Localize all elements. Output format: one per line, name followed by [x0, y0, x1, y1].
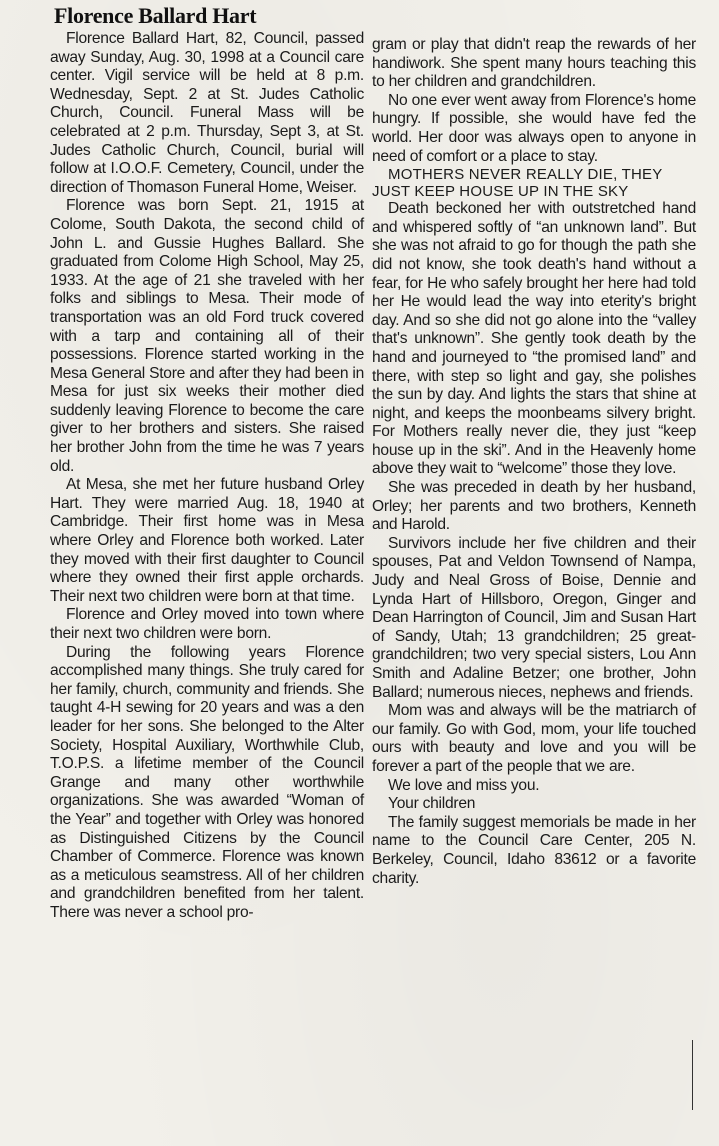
left-column — [50, 30, 364, 923]
edge-rule — [692, 1040, 693, 1110]
signature-line: Your children — [388, 795, 476, 813]
poem-subhead: MOTHERS NEVER REALLY DIE, THEY JUST KEEP HOUSE UP IN THE SKY — [372, 166, 663, 201]
paragraph-birth: Florence was born Sept. 21, 1915 at Colome, South Dakota, the second child of John L. and Gussie Hughes Ballard. She graduated from Colome High School, May 25, 1933. At the age of 21 she traveled with her folks and siblings to Mesa. Their mode of transportation was an old Ford truck covered with a tarp and containing all of their possessions. Florence started working in the Mesa General Store and after they had been in Mesa for just six weeks their mother died suddenly leaving Florence to become the care giver to her brothers and sisters. She raised her brother John from the time he was 7 years old. — [50, 197, 364, 475]
paragraph-marriage: At Mesa, she met her future husband Orley Hart. They were married Aug. 18, 1940 at Cambridge. Their first home was in Mesa where Orley and Florence both worked. Later they moved with their first daughter to Council where they owned their first apple orchards. Their next two children were born at that time. — [50, 476, 364, 605]
paragraph-memorials: The family suggest memorials be made in her name to the Council Care Center, 205 N. Berkeley, Council, Idaho 83612 or a favorite charity. — [372, 813, 696, 887]
right-column — [372, 36, 696, 888]
paragraph-preceded: She was preceded in death by her husband, Orley; her parents and two brothers, Kenneth and Harold. — [372, 479, 696, 534]
paragraph-accomplishments: During the following years Florence accomplished many things. She truly cared for her family, church, community and friends. She taught 4-H sewing for 20 years and was a den leader for her sons. She belonged to the Alter Society, Hospital Auxiliary, Worthwhile Club, T.O.P.S. a lifetime member of the Council Grange and many other worthwhile organizations. She was awarded “Woman of the Year” and together with Orley was honored as Distinguished Citizens by the Council Chamber of Commerce. Florence was known as a meticulous seamstress. All of her children and grandchildren benefited from her talent. There was never a school pro- — [50, 643, 364, 921]
paragraph-survivors: Survivors include her five children and their spouses, Pat and Veldon Townsend of Nampa, Judy and Neal Gross of Boise, Dennie and Lynda Hart of Hillsboro, Oregon, Ginger and Dean Harrington of Council, Jim and Susan Hart of Sandy, Utah; 13 grandchildren; 25 great-grandchildren; two very special sisters, Lou Ann Smith and Adaline Betzer; one brother, John Ballard; numerous nieces, nephews and friends. — [372, 534, 696, 701]
paragraph-poem: Death beckoned her with outstretched hand and whispered softly of “an unknown land”. But she was not afraid to go for though the path she did not know, she took death's hand without a fear, for He who safely brought her here had told her He would lead the way into eterity's bright day. And so she did not go alone into the “valley that's unknown”. She gently took death by the hand and journeyed to “the promised land” and there, with step so light and gay, she polishes the sun by day. And lights the stars that shine at night, and keeps the moonbeams silvery bright. For Mothers really never die, they just “keep house up in the ski”. And in the Heavenly home above they wait to “welcome” those they love. — [372, 200, 696, 478]
obituary-headline: Florence Ballard Hart — [54, 3, 257, 28]
paragraph-love: We love and miss you. — [388, 776, 540, 794]
paragraph-death-notice: Florence Ballard Hart, 82, Council, passed away Sunday, Aug. 30, 1998 at a Council care center. Vigil service will be held at 8 p.m. Wednesday, Sept. 2 at St. Judes Catholic Church, Council. Funeral Mass will be celebrated at 2 p.m. Thursday, Sept 3, at St. Judes Catholic Church, Council, burial will follow at I.O.O.F. Cemetery, Council, under the direction of Thomason Funeral Home, Weiser. — [50, 30, 364, 196]
paragraph-matriarch: Mom was and always will be the matriarch of our family. Go with God, mom, your life touched ours with beauty and love and you will be forever a part of the people that we are. — [372, 702, 696, 775]
paragraph-move-to-town: Florence and Orley moved into town where their next two children were born. — [50, 606, 364, 642]
paragraph-hospitality: No one ever went away from Florence's home hungry. If possible, she would have fed the world. Her door was always open to anyone in need of comfort or a place to stay. — [372, 91, 696, 165]
paragraph-continuation: gram or play that didn't reap the rewards of her handiwork. She spent many hours teaching this to her children and grandchildren. — [372, 36, 696, 91]
